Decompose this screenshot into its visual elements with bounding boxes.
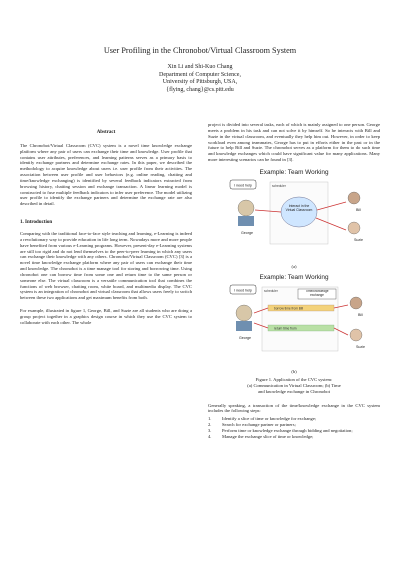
step-number: 3. (208, 427, 212, 433)
intro-heading: 1. Introduction (20, 220, 53, 226)
return-text-b: return time from (274, 326, 297, 331)
need-help-text-a: I need help (234, 183, 252, 188)
paper-title: User Profiling in the Chronobot/Virtual Classroom System (103, 46, 297, 55)
figure-1b-label: (b) (291, 369, 297, 375)
steps-list (208, 416, 380, 439)
step-text: Perform time or knowledge exchange through bidding and negotiation; (222, 427, 353, 433)
classroom-label-a: Interact in the Virtual Classroom (285, 203, 313, 212)
step-text: Identify a slice of time or knowledge for exchange; (222, 416, 317, 422)
suzie-label-b: Suzie (356, 345, 365, 350)
step-number: 1. (208, 416, 212, 422)
bill-avatar-a (348, 192, 360, 204)
figure-1-caption (208, 377, 380, 395)
george-body-b (236, 321, 252, 331)
figure-1a-title: Example: Team Working (259, 168, 329, 176)
suzie-avatar-b (350, 329, 362, 341)
suzie-label-a: Suzie (354, 237, 363, 242)
intro-paragraph-1: Comparing with the traditional face-to-face style teaching and learning, e-Learning is indeed a revolutionary way to provide education in life long term. Nowadays more and more people have benefited from various e-Learning programs. However, present-day e-Learning systems are still too rigid and do not lend themselves to the peer-to-peer learning in which any users can exchange their knowledge with any others. Chronobot/Virtual Classroom (CVC) [3] is a novel time knowledge exchange platform where any pair of users can exchange their time and knowledge. The chronobot is a time manage tool for storing and borrowing time. Using chronobot one can borrow time from some one and return time to the same person or someone else. The virtual classroom is a versatile communication tool that combines the functions of web browser, chatting room, white board, and multimedia display. The CVC system is an integration of chronobot and virtual classroom that allows users freely to switch between these two applications and get maximum benefits from both. (20, 230, 192, 301)
intro-paragraph-2: For example, illustrated in figure 1, George, Bill, and Suzie are all students who are doing a group project together in a graphics design course in which they use the CVC system to collaborate with each other. The whole (20, 308, 192, 325)
figure-1a (208, 170, 380, 270)
caption-line-1: Figure 1. Application of the CVC system: (255, 376, 333, 382)
george-avatar-b (236, 305, 252, 321)
abstract-heading: Abstract (96, 130, 116, 135)
bill-avatar-b (350, 297, 362, 309)
author-department: Department of Computer Science, (159, 71, 241, 78)
borrow-text-b: borrow time from Bill (274, 306, 304, 311)
scheduler-label-a: scheduler (272, 183, 286, 188)
figure-1b-title: Example: Team Working (259, 274, 329, 282)
right-column (208, 122, 380, 440)
george-label-a: George (241, 230, 253, 235)
caption-line-2: (a) Communication in Virtual Classroom; (b) Time (247, 382, 341, 388)
figure-1a-label: (a) (291, 263, 297, 269)
intro-paragraph-4: Generally speaking, a transaction of the time/knowledge exchange in the CVC system includes the following steps: (208, 402, 380, 414)
need-help-text-b: I need help (234, 288, 252, 293)
george-label-b: George (239, 336, 251, 341)
bill-label-b: Bill (358, 313, 363, 318)
abstract-text: The Chronobot/Virtual Classroom (CVC) system is a novel time knowledge exchange platform where any pair of users can exchange their time and knowledge. User profile that contains user attributes, preferences, and learning patterns serves as a primary basis to identify exchange partners and determine exchange rates. In this paper, we described the methodology to acquire knowledge about users i.e. user profile from their activities. The association between user profile and user behaviors (e.g. online reading, chatting and time/knowledge exchanging) is identified by several feedback indicators extracted from browsing history, chatting session and exchange transaction. A linear learning model is constructed to fuse multiple feedback indicators to infer user preference. The model utilizing user profile to identify the exchange partners and determine the exchange rate are also described in detail. (20, 142, 192, 207)
figure-1b (208, 275, 380, 375)
author-university: University of Pittsburgh, USA, (162, 79, 238, 86)
left-column (20, 122, 192, 333)
author-email: {flying, chang}@cs.pitt.edu (166, 86, 234, 93)
bill-label-a: Bill (356, 207, 361, 212)
intro-paragraph-3: project is divided into several tasks, each of which is mainly assigned to one person. George meets a problem in his task and can not solve it by himself. So he interacts with Bill and Suzie in the virtual classroom, and eventually they help him out. However, in order to keep workload even among teammates, George has to put in efforts either in the past or in the future to help Bill and Suzie. The chronobot serves as a platform for them to do such time and knowledge exchanges which could have significant value for many applications. Many more interesting scenarios can be found in [3]. (208, 122, 380, 163)
author-block (0, 64, 400, 94)
scheduler-label-b: scheduler (264, 289, 278, 294)
suzie-avatar-a (348, 222, 360, 234)
figure-1b-diagram (208, 283, 380, 363)
step-number: 4. (208, 433, 212, 439)
step-text: Manage the exchange slice of time or knowledge; (222, 433, 314, 439)
step-item (208, 434, 380, 440)
figure-1a-diagram (208, 178, 380, 258)
exchange-box-text-b: Time/knowledge exchange (305, 290, 329, 298)
caption-line-3: and knowledge exchange in Chronobot (258, 388, 330, 394)
step-number: 2. (208, 422, 212, 428)
george-avatar-a (238, 200, 254, 216)
step-text: Search for exchange partner or partners; (222, 422, 296, 428)
author-names: Xin Li and Shi-Kuo Chang (167, 64, 233, 70)
george-body-a (238, 216, 254, 226)
